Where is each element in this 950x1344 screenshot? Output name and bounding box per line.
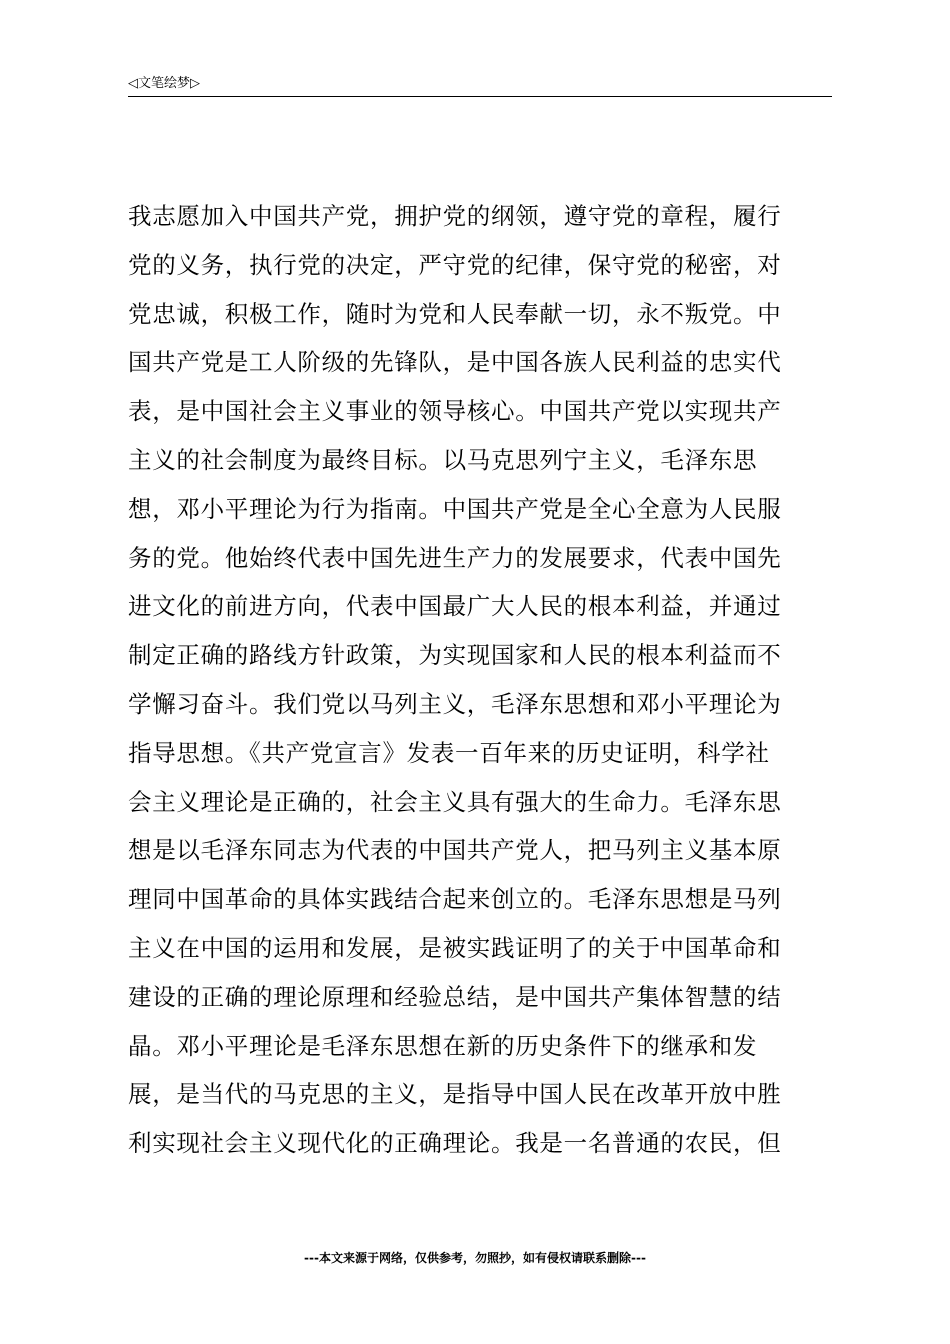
body-line: 国共产党是工人阶级的先锋队，是中国各族人民利益的忠实代: [128, 348, 782, 377]
header-divider: [128, 96, 832, 97]
body-line: 制定正确的路线方针政策，为实现国家和人民的根本利益而不: [128, 641, 782, 670]
body-line: 主义的社会制度为最终目标。以马克思列宁主义，毛泽东思: [128, 445, 758, 474]
body-line: 党的义务，执行党的决定，严守党的纪律，保守党的秘密，对: [128, 250, 782, 279]
body-line: 进文化的前进方向，代表中国最广大人民的根本利益，并通过: [128, 592, 782, 621]
body-line: 务的党。他始终代表中国先进生产力的发展要求，代表中国先: [128, 543, 782, 572]
body-line: 党忠诚，积极工作，随时为党和人民奉献一切，永不叛党。中: [128, 299, 782, 328]
body-line: 建设的正确的理论原理和经验总结，是中国共产集体智慧的结: [128, 982, 782, 1011]
body-line: 指导思想。《共产党宣言》发表一百年来的历史证明，科学社: [128, 738, 770, 767]
body-line: 学懈习奋斗。我们党以马列主义，毛泽东思想和邓小平理论为: [128, 689, 782, 718]
body-line: 主义在中国的运用和发展，是被实践证明了的关于中国革命和: [128, 933, 782, 962]
page-header: [128, 72, 832, 98]
document-body: [128, 192, 832, 1168]
body-line: 想，邓小平理论为行为指南。中国共产党是全心全意为人民服: [128, 494, 782, 523]
body-line: 利实现社会主义现代化的正确理论。我是一名普通的农民，但: [128, 1129, 782, 1158]
body-line: 我志愿加入中国共产党，拥护党的纲领，遵守党的章程，履行: [128, 202, 782, 230]
body-line: 晶。邓小平理论是毛泽东思想在新的历史条件下的继承和发: [128, 1031, 758, 1060]
body-line: 会主义理论是正确的，社会主义具有强大的生命力。毛泽东思: [128, 787, 782, 816]
footer-disclaimer: ---本文来源于网络，仅供参考，勿照抄，如有侵权请联系删除---: [304, 1251, 646, 1265]
body-line: 想是以毛泽东同志为代表的中国共产党人，把马列主义基本原: [128, 836, 782, 865]
header-title: ◁文笔绘梦▷: [128, 76, 200, 91]
body-line: 展，是当代的马克思的主义，是指导中国人民在改革开放中胜: [128, 1080, 782, 1109]
body-line: 理同中国革命的具体实践结合起来创立的。毛泽东思想是马列: [128, 885, 782, 914]
body-line: 表，是中国社会主义事业的领导核心。中国共产党以实现共产: [128, 397, 782, 426]
